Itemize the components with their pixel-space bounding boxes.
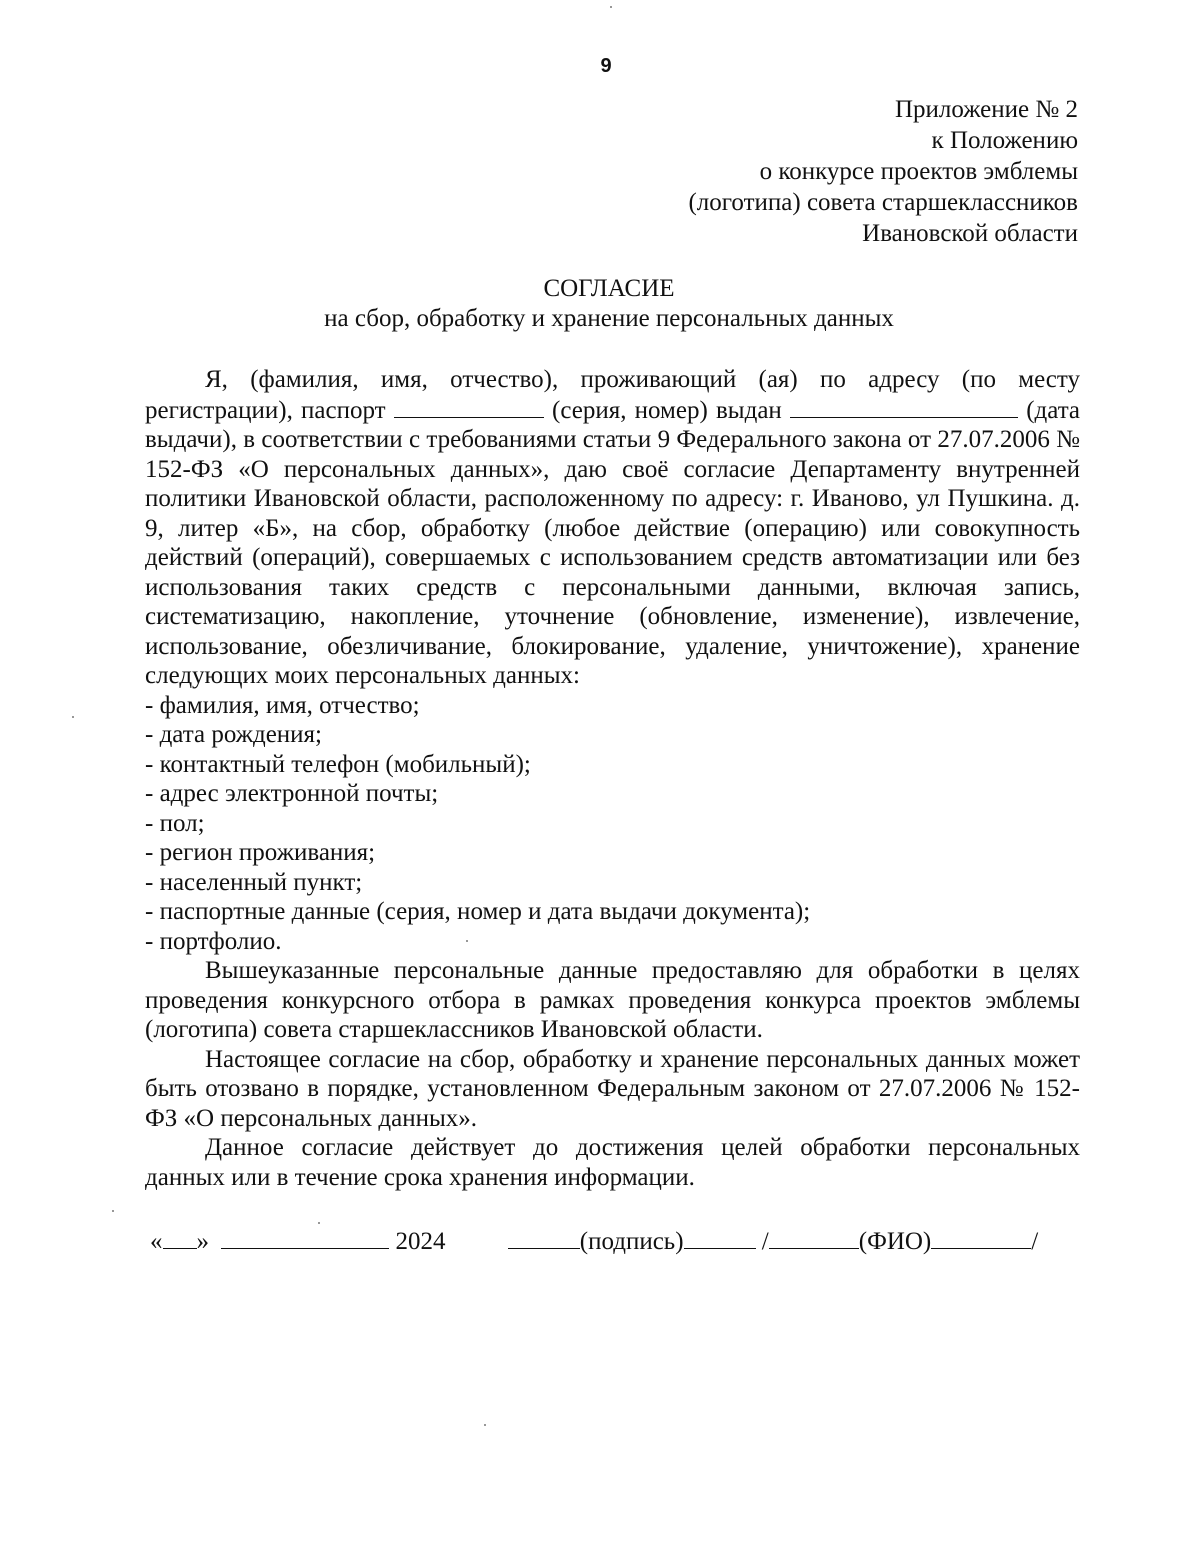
- appendix-line: к Положению: [931, 127, 1078, 154]
- document-body: [145, 365, 1080, 1192]
- consent-text-part1: Я, (фамилия, имя, отчество), проживающий (ая) по адресу (по месту регистрации), паспорт: [145, 366, 1080, 424]
- appendix-line: (логотипа) совета старшеклассников: [688, 189, 1078, 216]
- appendix-header: [688, 94, 1078, 249]
- personal-data-list: [145, 691, 1080, 957]
- day-blank: [163, 1226, 197, 1249]
- consent-text-part3: (дата выдачи), в соответствии с требованиями статьи 9 Федерального закона от 27.07.2006 № 152-ФЗ «О персональных данных», даю своё согласие Департаменту внутренней политики Ивановской области, расположенному по адресу: г. Иваново, ул Пушкина. д. 9, литер «Б», на сбор, обработку (любое действие (операцию) или совокупность действий (операций), совершаемых с использованием средств автоматизации или без использования таких средств с персональными данными, включая запись, систематизацию, накопление, уточнение (обновление, изменение), извлечение, использование, обезличивание, блокирование, удаление, уничтожение), хранение следующих моих персональных данных:: [145, 396, 1081, 689]
- date-close-quote: »: [196, 1228, 209, 1255]
- document-subtitle: на сбор, обработку и хранение персональных данных: [324, 305, 894, 332]
- scan-speck: [610, 6, 612, 8]
- list-item: - портфолио.: [145, 927, 282, 955]
- list-item: - населенный пункт;: [145, 868, 363, 896]
- scan-speck: [112, 1210, 114, 1212]
- scan-speck: [72, 716, 74, 718]
- fio-blank-right: [931, 1226, 1031, 1249]
- appendix-line: Ивановской области: [862, 220, 1078, 247]
- list-item: - дата рождения;: [145, 721, 322, 748]
- signature-blank-left: [508, 1226, 580, 1249]
- list-item: - фамилия, имя, отчество;: [145, 691, 420, 719]
- signature-label: (подпись): [579, 1228, 684, 1255]
- page-number: 9: [600, 55, 612, 77]
- list-item: - контактный телефон (мобильный);: [145, 750, 531, 778]
- passport-blank: [394, 395, 544, 418]
- list-item: - регион проживания;: [145, 839, 376, 866]
- appendix-line: о конкурсе проектов эмблемы: [759, 158, 1078, 185]
- separator-slash: /: [761, 1228, 769, 1255]
- purpose-paragraph: Вышеуказанные персональные данные предоставляю для обработки в целях проведения конкурсного отбора в рамках проведения конкурса проектов эмблемы (логотипа) совета старшеклассников Ивановской области.: [145, 957, 1080, 1043]
- fio-label: (ФИО): [858, 1228, 932, 1255]
- year: 2024: [395, 1228, 446, 1255]
- fio-blank-left: [769, 1226, 859, 1249]
- month-blank: [221, 1226, 389, 1249]
- consent-paragraph: [145, 365, 1080, 691]
- scan-speck: [318, 1222, 320, 1224]
- scan-speck: [466, 940, 468, 942]
- date-open-quote: «: [150, 1228, 163, 1255]
- issued-blank: [790, 395, 1018, 418]
- validity-paragraph: Данное согласие действует до достижения целей обработки персональных данных или в течение срока хранения информации.: [145, 1134, 1080, 1191]
- list-item: - пол;: [145, 809, 205, 837]
- list-item: - паспортные данные (серия, номер и дата выдачи документа);: [145, 898, 811, 925]
- revocation-paragraph: Настоящее согласие на сбор, обработку и хранение персональных данных может быть отозвано в порядке, установленном Федеральным законом от 27.07.2006 № 152-ФЗ «О персональных данных».: [145, 1045, 1080, 1132]
- appendix-line: Приложение № 2: [894, 96, 1078, 123]
- closing-slash: /: [1031, 1228, 1039, 1255]
- document-title: СОГЛАСИЕ: [543, 275, 675, 302]
- signature-line: [150, 1226, 1070, 1257]
- list-item: - адрес электронной почты;: [145, 780, 439, 807]
- signature-blank-right: [684, 1226, 756, 1249]
- consent-text-part2: (серия, номер) выдан: [552, 396, 782, 424]
- scan-speck: [484, 1424, 486, 1426]
